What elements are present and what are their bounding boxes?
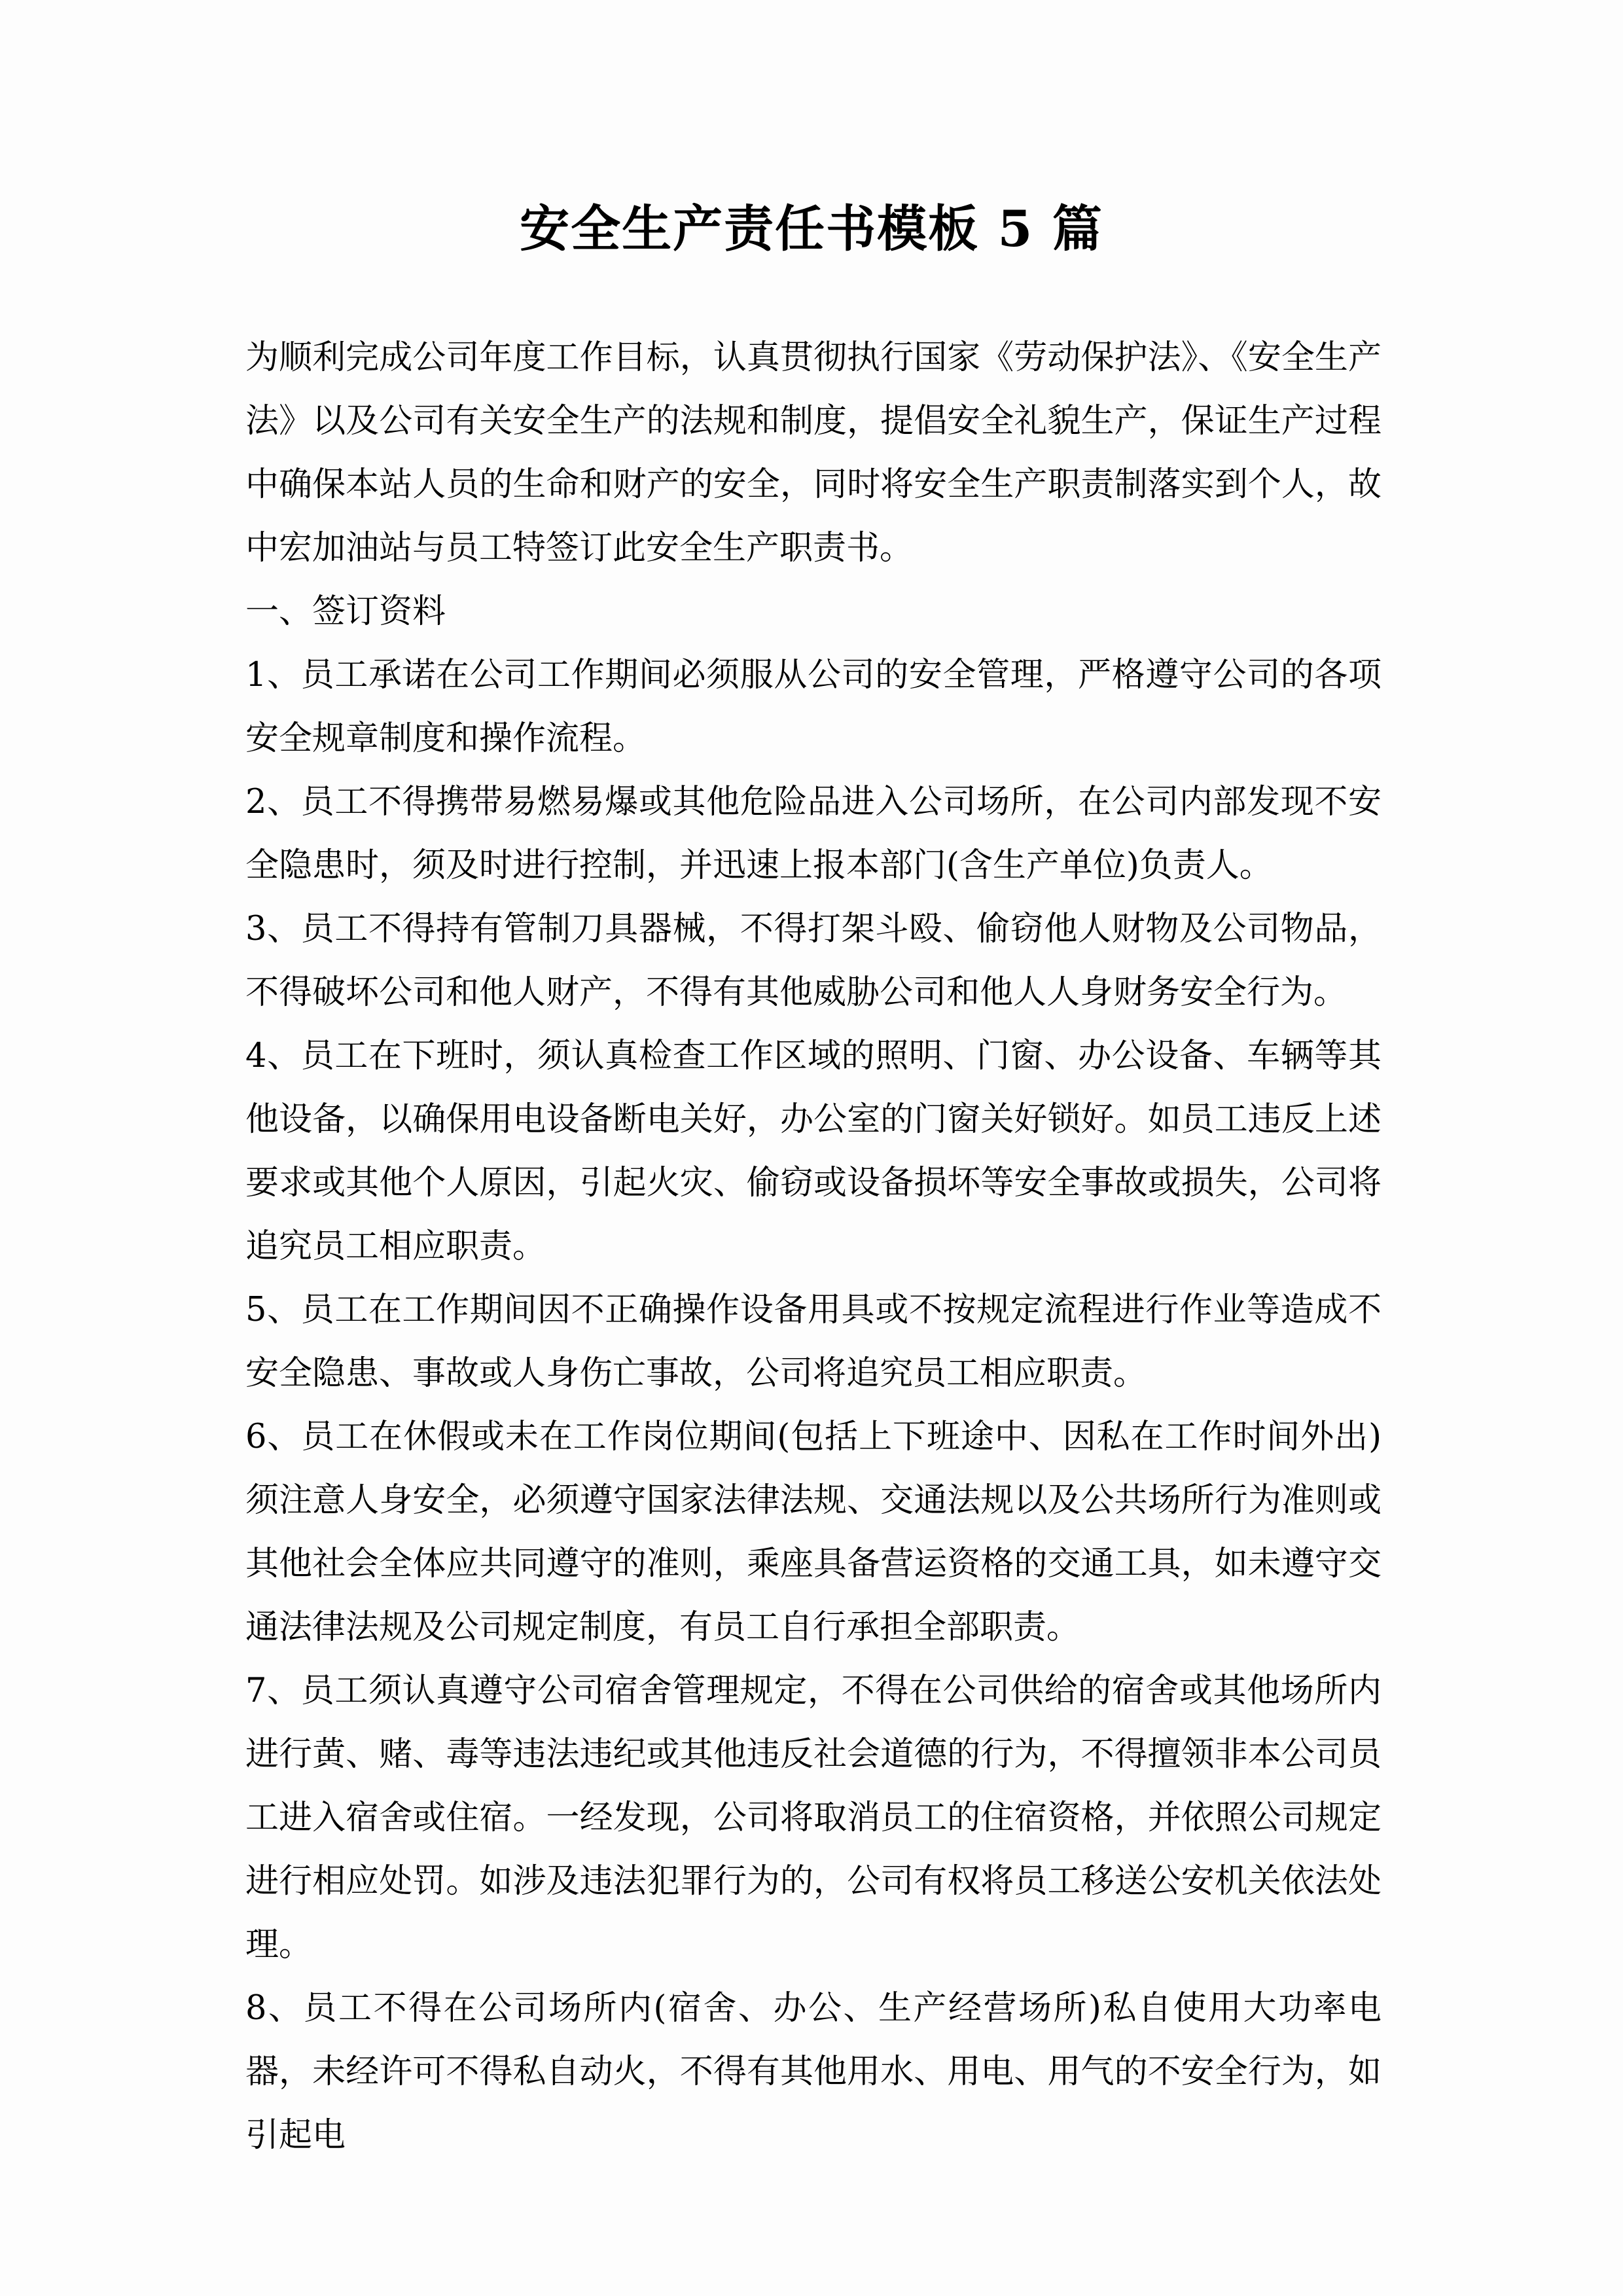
document-body <box>245 326 1382 2167</box>
clause-item: 5、员工在工作期间因不正确操作设备用具或不按规定流程进行作业等造成不安全隐患、事故或人身伤亡事故，公司将追究员工相应职责。 <box>245 1291 1382 1393</box>
intro-paragraph: 为顺利完成公司年度工作目标，认真贯彻执行国家《劳动保护法》、《安全生产法》以及公司有关安全生产的法规和制度，提倡安全礼貌生产，保证生产过程中确保本站人员的生命和财产的安全，同时将安全生产职责制落实到个人，故中宏加油站与员工特签订此安全生产职责书。 <box>245 338 1382 567</box>
clause-item: 1、员工承诺在公司工作期间必须服从公司的安全管理，严格遵守公司的各项安全规章制度和操作流程。 <box>245 656 1382 758</box>
clause-item: 2、员工不得携带易燃易爆或其他危险品进入公司场所，在公司内部发现不安全隐患时，须及时进行控制，并迅速上报本部门(含生产单位)负责人。 <box>245 783 1382 885</box>
clause-item: 3、员工不得持有管制刀具器械，不得打架斗殴、偷窃他人财物及公司物品，不得破坏公司和他人财产，不得有其他威胁公司和他人人身财务安全行为。 <box>245 910 1382 1012</box>
section-heading: 一、签订资料 <box>245 592 446 631</box>
clause-item: 7、员工须认真遵守公司宿舍管理规定，不得在公司供给的宿舍或其他场所内进行黄、赌、毒等违法违纪或其他违反社会道德的行为，不得擅领非本公司员工进入宿舍或住宿。一经发现，公司将取消员工的住宿资格，并依照公司规定进行相应处罚。如涉及违法犯罪行为的，公司有权将员工移送公安机关依法处理。 <box>245 1672 1382 1964</box>
clause-item: 4、员工在下班时，须认真检查工作区域的照明、门窗、办公设备、车辆等其他设备，以确保用电设备断电关好，办公室的门窗关好锁好。如员工违反上述要求或其他个人原因，引起火灾、偷窃或设备损坏等安全事故或损失，公司将追究员工相应职责。 <box>245 1037 1382 1266</box>
clause-item: 8、员工不得在公司场所内(宿舍、办公、生产经营场所)私自使用大功率电器，未经许可不得私自动火，不得有其他用水、用电、用气的不安全行为，如引起电 <box>245 1989 1382 2155</box>
page-title: 安全生产责任书模板 5 篇 <box>520 199 1103 258</box>
clause-item: 6、员工在休假或未在工作岗位期间(包括上下班途中、因私在工作时间外出)须注意人身安全，必须遵守国家法律法规、交通法规以及公共场所行为准则或其他社会全体应共同遵守的准则，乘座具备营运资格的交通工具，如未遵守交通法律法规及公司规定制度，有员工自行承担全部职责。 <box>245 1418 1382 1647</box>
